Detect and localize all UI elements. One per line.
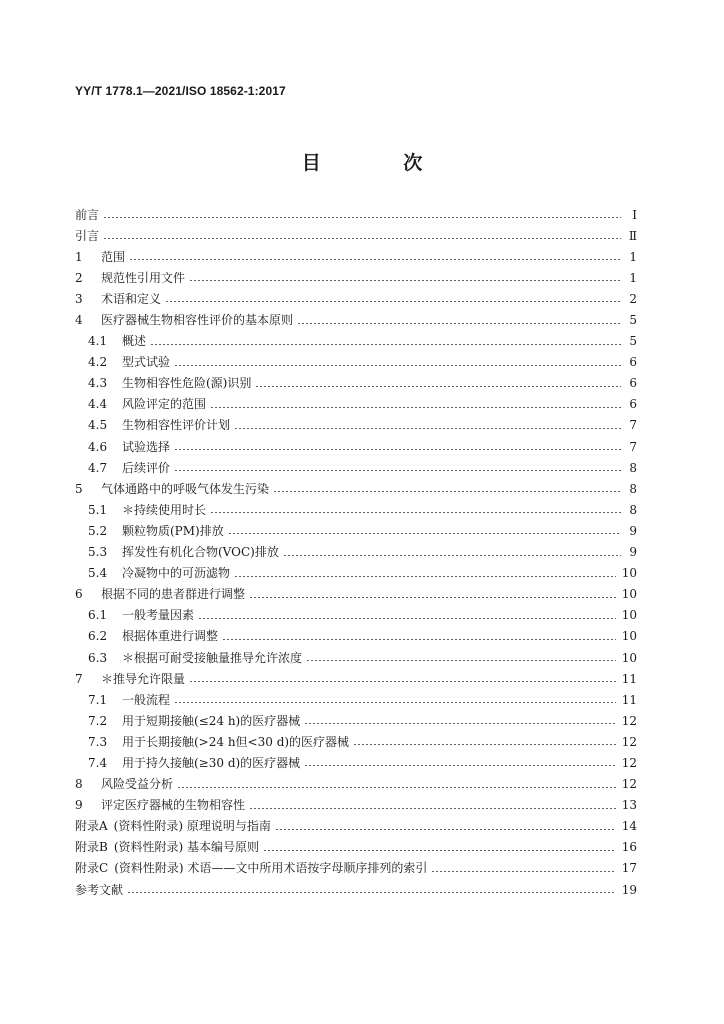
toc-entry-page-number: 5 [629, 313, 637, 328]
toc-entry-number: 7.3 [88, 734, 108, 749]
toc-entry[interactable] [75, 879, 637, 900]
toc-dot-leader [174, 449, 621, 450]
toc-entry-page-number: 7 [629, 439, 637, 454]
toc-entry-title: 一般考量因素 [122, 608, 195, 623]
toc-dot-leader [431, 871, 615, 872]
toc-dot-leader [249, 597, 616, 598]
toc-entry-title: 后续评价 [122, 460, 171, 475]
toc-entry-number: 9 [75, 798, 83, 813]
toc-entry-page-number: 8 [629, 481, 637, 496]
toc-entry-title: 规范性引用文件 [101, 270, 186, 285]
toc-entry-number: 3 [75, 291, 83, 306]
toc-entry-number: 2 [75, 270, 83, 285]
toc-entry[interactable] [75, 267, 637, 288]
toc-entry-page-number: 8 [629, 502, 637, 517]
toc-dot-leader [283, 555, 621, 556]
toc-entry-number: 4.4 [88, 397, 108, 412]
toc-entry-number: 附录C [75, 861, 109, 876]
toc-entry[interactable] [75, 309, 637, 330]
toc-entry-number: 1 [75, 249, 83, 264]
toc-entry-title: 型式试验 [122, 355, 171, 370]
toc-dot-leader [103, 217, 621, 218]
toc-entry-title: 挥发性有机化合物(VOC)排放 [122, 545, 279, 560]
toc-entry-page-number: Ⅰ [632, 207, 637, 222]
toc-entry-title: 引言 [75, 228, 100, 243]
toc-dot-leader [127, 892, 616, 893]
toc-entry-number: 5.1 [88, 502, 108, 517]
toc-entry[interactable] [75, 520, 637, 541]
toc-entry-title: 风险评定的范围 [122, 397, 207, 412]
toc-dot-leader [174, 702, 616, 703]
toc-entry-title: 冷凝物中的可沥滤物 [122, 566, 231, 581]
toc-entry[interactable] [75, 373, 637, 394]
toc-entry-number: 6.1 [88, 608, 108, 623]
toc-entry-number: 4.6 [88, 439, 108, 454]
toc-entry[interactable] [75, 542, 637, 563]
toc-entry-page-number: 5 [629, 334, 637, 349]
toc-entry-page-number: 14 [621, 819, 637, 834]
toc-entry-page-number: 12 [621, 777, 637, 792]
toc-entry[interactable] [75, 499, 637, 520]
toc-entry-page-number: 12 [621, 713, 637, 728]
toc-entry[interactable] [75, 288, 637, 309]
toc-entry[interactable] [75, 415, 637, 436]
toc-dot-leader [189, 280, 621, 281]
toc-dot-leader [198, 618, 616, 619]
toc-dot-leader [304, 723, 615, 724]
toc-entry-page-number: 1 [629, 270, 637, 285]
toc-entry-page-number: 13 [621, 798, 637, 813]
toc-dot-leader [210, 407, 621, 408]
toc-entry[interactable] [75, 647, 637, 668]
toc-entry-title: 颗粒物质(PM)排放 [122, 523, 224, 538]
toc-entry-number: 8 [75, 777, 83, 792]
toc-entry-number: 附录A [75, 819, 108, 834]
toc-entry[interactable] [75, 774, 637, 795]
toc-entry-title: ＊持续使用时长 [122, 502, 207, 517]
toc-entry-page-number: 10 [621, 650, 637, 665]
toc-entry-title: 一般流程 [122, 692, 171, 707]
toc-dot-leader [228, 533, 621, 534]
toc-dot-leader [177, 787, 616, 788]
toc-entry-page-number: 19 [621, 882, 637, 897]
toc-entry-title: 生物相容性危险(源)识别 [122, 376, 252, 391]
toc-entry[interactable] [75, 246, 637, 267]
toc-entry-page-number: 10 [621, 587, 637, 602]
toc-entry[interactable] [75, 394, 637, 415]
toc-entry-title: 前言 [75, 207, 100, 222]
toc-entry[interactable] [75, 225, 637, 246]
toc-entry-title: 医疗器械生物相容性评价的基本原则 [101, 313, 294, 328]
toc-entry-title: (资料性附录) 基本编号原则 [113, 840, 260, 855]
toc-entry-title: 评定医疗器械的生物相容性 [101, 798, 246, 813]
toc-entry-page-number: 10 [621, 608, 637, 623]
toc-entry-title: 试验选择 [122, 439, 171, 454]
toc-entry-title: ＊根据可耐受接触量推导允许浓度 [122, 650, 303, 665]
toc-entry-page-number: 6 [629, 355, 637, 370]
toc-dot-leader [103, 238, 621, 239]
table-of-contents [75, 204, 637, 900]
toc-entry-page-number: 6 [629, 376, 637, 391]
toc-dot-leader [234, 576, 616, 577]
toc-entry[interactable] [75, 837, 637, 858]
toc-entry-page-number: 12 [621, 734, 637, 749]
toc-dot-leader [234, 428, 621, 429]
toc-entry-title: 风险受益分析 [101, 777, 174, 792]
toc-entry-number: 6.3 [88, 650, 108, 665]
toc-entry-page-number: 16 [621, 840, 637, 855]
toc-entry-title: 生物相容性评价计划 [122, 418, 231, 433]
toc-entry-page-number: 7 [629, 418, 637, 433]
toc-entry-page-number: 1 [629, 249, 637, 264]
toc-entry-title: 用于持久接触(≥30 d)的医疗器械 [122, 755, 301, 770]
toc-dot-leader [174, 365, 621, 366]
toc-entry-page-number: 6 [629, 397, 637, 412]
toc-entry-number: 6.2 [88, 629, 108, 644]
toc-entry[interactable] [75, 689, 637, 710]
toc-entry-title: 用于短期接触(≤24 h)的医疗器械 [122, 713, 301, 728]
toc-entry-title: 概述 [122, 334, 147, 349]
toc-entry[interactable] [75, 352, 637, 373]
toc-dot-leader [165, 301, 621, 302]
page-title: 目 次 [301, 152, 461, 174]
toc-entry[interactable] [75, 752, 637, 773]
toc-entry-page-number: 17 [621, 861, 637, 876]
toc-entry-title: 术语和定义 [101, 291, 162, 306]
toc-entry-page-number: 8 [629, 460, 637, 475]
toc-dot-leader [189, 681, 616, 682]
toc-entry-page-number: 12 [621, 755, 637, 770]
toc-entry[interactable] [75, 331, 637, 352]
toc-entry-number: 4.3 [88, 376, 108, 391]
toc-entry-page-number: 9 [629, 523, 637, 538]
toc-dot-leader [255, 386, 621, 387]
toc-dot-leader [129, 259, 621, 260]
toc-entry-title: 范围 [101, 249, 126, 264]
toc-entry-title: (资料性附录) 原理说明与指南 [113, 819, 271, 834]
toc-entry-title: 根据体重进行调整 [122, 629, 219, 644]
toc-dot-leader [304, 765, 616, 766]
toc-entry[interactable] [75, 436, 637, 457]
toc-entry-page-number: 11 [621, 692, 637, 707]
toc-entry-page-number: 10 [621, 566, 637, 581]
toc-entry[interactable] [75, 584, 637, 605]
toc-entry-title: 参考文献 [75, 882, 124, 897]
toc-entry-page-number: 11 [621, 671, 637, 686]
toc-entry[interactable] [75, 626, 637, 647]
toc-entry-number: 7.2 [88, 713, 108, 728]
toc-entry-number: 5 [75, 481, 83, 496]
toc-entry-page-number: Ⅱ [628, 228, 637, 243]
toc-entry-page-number: 2 [629, 291, 637, 306]
toc-dot-leader [210, 512, 621, 513]
toc-entry-number: 5.3 [88, 545, 108, 560]
toc-entry-number: 4.5 [88, 418, 108, 433]
toc-entry-number: 4.1 [88, 334, 108, 349]
toc-entry-page-number: 9 [629, 545, 637, 560]
toc-entry-number: 7.4 [88, 755, 108, 770]
toc-entry-number: 附录B [75, 840, 108, 855]
toc-entry[interactable] [75, 457, 637, 478]
toc-entry-title: (资料性附录) 术语——文中所用术语按字母顺序排列的索引 [114, 861, 428, 876]
toc-entry-number: 4 [75, 313, 83, 328]
toc-dot-leader [150, 344, 621, 345]
toc-entry[interactable] [75, 563, 637, 584]
toc-entry-title: 根据不同的患者群进行调整 [101, 587, 246, 602]
toc-entry[interactable] [75, 858, 637, 879]
toc-entry-page-number: 10 [621, 629, 637, 644]
toc-entry[interactable] [75, 710, 637, 731]
toc-entry[interactable] [75, 795, 637, 816]
toc-entry[interactable] [75, 731, 637, 752]
toc-dot-leader [249, 808, 616, 809]
toc-entry[interactable] [75, 668, 637, 689]
toc-entry-number: 5.2 [88, 523, 108, 538]
toc-entry-number: 4.2 [88, 355, 108, 370]
toc-entry-number: 4.7 [88, 460, 108, 475]
toc-entry-title: 用于长期接触(>24 h但<30 d)的医疗器械 [122, 734, 350, 749]
toc-entry-title: ＊推导允许限量 [101, 671, 186, 686]
toc-dot-leader [273, 491, 621, 492]
toc-dot-leader [263, 850, 616, 851]
toc-entry-number: 6 [75, 587, 83, 602]
toc-dot-leader [222, 639, 616, 640]
toc-entry-number: 7.1 [88, 692, 108, 707]
toc-dot-leader [353, 744, 616, 745]
toc-dot-leader [174, 470, 621, 471]
toc-entry[interactable] [75, 478, 637, 499]
toc-entry-number: 7 [75, 671, 83, 686]
toc-entry[interactable] [75, 816, 637, 837]
toc-entry-title: 气体通路中的呼吸气体发生污染 [101, 481, 270, 496]
toc-entry[interactable] [75, 204, 637, 225]
toc-dot-leader [297, 323, 621, 324]
toc-entry[interactable] [75, 605, 637, 626]
toc-dot-leader [275, 829, 616, 830]
toc-dot-leader [306, 660, 616, 661]
toc-entry-number: 5.4 [88, 566, 108, 581]
standard-code-header: YY/T 1778.1—2021/ISO 18562-1:2017 [75, 84, 286, 98]
